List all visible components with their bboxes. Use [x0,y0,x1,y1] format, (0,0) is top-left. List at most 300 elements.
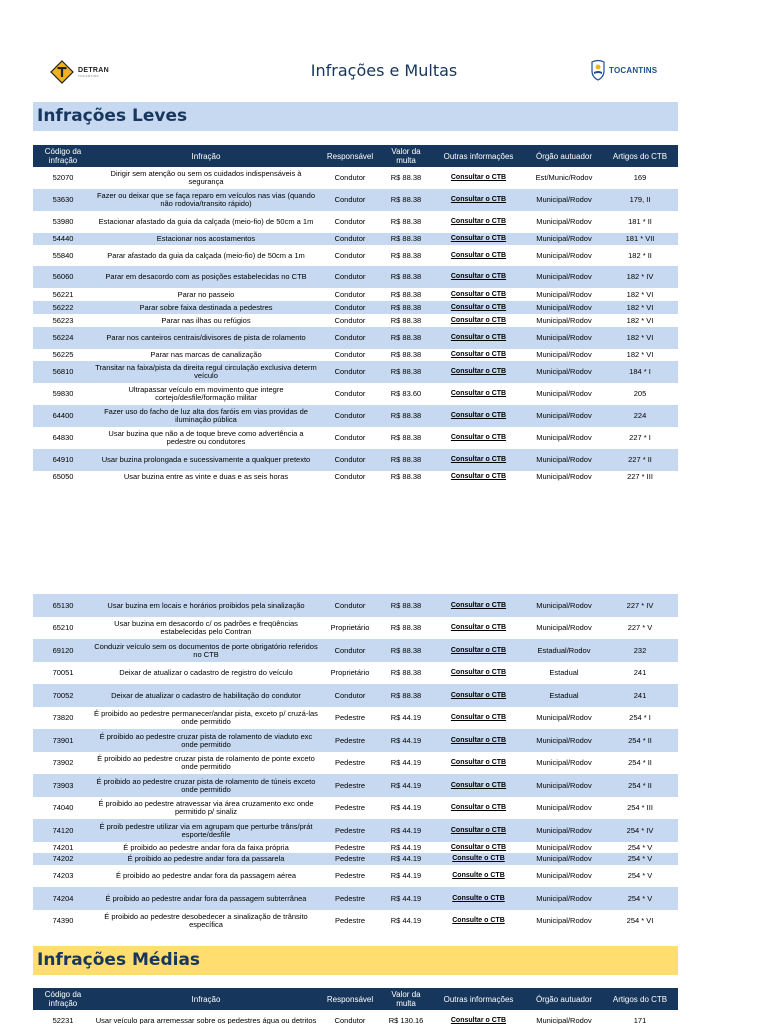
cell-artigos: 254 * V [627,871,653,880]
cell-artigos: 182 * IV [602,266,678,288]
cell-codigo: 52231 [52,1016,74,1024]
cell-orgao: Municipal/Rodov [536,871,592,880]
cell-outras-info-link[interactable]: Consultar o CTB [450,759,507,766]
cell-responsavel: Condutor [319,594,381,617]
section-title-leves: Infrações Leves [33,102,678,131]
cell-orgao: Municipal/Rodov [526,327,602,349]
cell-valor: R$ 88.38 [381,594,431,617]
cell-valor: R$ 88.38 [381,327,431,349]
cell-outras-info-link[interactable]: Consultar o CTB [450,624,507,631]
cell-infracao: É proibido ao pedestre cruzar pista de rolamento de túneis exceto onde permitido [93,774,319,797]
table-row [33,349,678,361]
cell-infracao: É proibido ao pedestre andar fora da passagem subterrânea [93,887,319,910]
cell-valor: R$ 88.38 [381,684,431,707]
cell-outras-info-link[interactable]: Consultar o CTB [450,290,507,298]
cell-valor: R$ 88.38 [381,405,431,427]
detran-logo-subtext: TOCANTINS [78,73,99,78]
table-row [33,865,678,887]
cell-outras-info-link[interactable]: Consultar o CTB [450,714,507,721]
cell-outras-info-link[interactable]: Consultar o CTB [450,351,507,358]
cell-responsavel: Condutor [334,350,366,359]
cell-valor: R$ 88.38 [390,668,422,677]
cell-artigos: 184 * I [602,361,678,383]
cell-outras-info-link[interactable]: Consultar o CTB [450,251,507,259]
cell-infracao: Usar buzina em locais e horários proibidos pela sinalização [93,594,319,617]
table-row [33,797,678,819]
col-header-artigos: Artigos do CTB [602,145,678,167]
cell-responsavel: Condutor [334,389,366,398]
cell-codigo: 73901 [33,729,93,752]
cell-artigos: 254 * I [629,713,651,722]
cell-artigos: 182 * II [628,250,652,260]
cell-outras-info-link[interactable]: Consultar o CTB [431,327,526,349]
cell-orgao: Municipal/Rodov [536,250,592,260]
cell-artigos: 227 * I [629,433,651,442]
cell-responsavel: Condutor [319,639,381,662]
table-row [33,707,678,729]
cell-orgao: Municipal/Rodov [536,289,592,299]
col-header-valor: Valor da multa [381,145,431,167]
table-row [33,471,678,483]
infracoes-medias-table [33,988,678,1024]
cell-infracao: É proibido ao pedestre andar fora da faixa própria [123,842,289,852]
table-row [33,752,678,774]
cell-outras-info-link[interactable]: Consultar o CTB [431,639,526,662]
cell-artigos: 182 * VI [626,315,654,325]
cell-orgao: Municipal/Rodov [526,853,602,865]
cell-outras-info-link[interactable]: Consultar o CTB [431,774,526,797]
cell-responsavel: Condutor [319,301,381,314]
cell-artigos: 254 * V [602,853,678,865]
cell-codigo: 56224 [33,327,93,349]
table-row [33,288,678,301]
table-row [33,405,678,427]
tocantins-logo-text: TOCANTINS [609,65,658,75]
table-row [33,266,678,288]
cell-artigos: 181 * VII [602,233,678,245]
cell-artigos: 224 [602,405,678,427]
cell-responsavel: Condutor [319,266,381,288]
table-row [33,327,678,349]
cell-codigo: 70051 [52,668,74,677]
cell-orgao: Est/Munic/Rodov [535,173,593,182]
infracoes-leves-table [33,145,678,483]
cell-infracao: É proibido ao pedestre permanecer/andar pista, exceto p/ cruzá-las onde permitido [94,709,318,726]
col-header-infracao: Infração [93,145,319,167]
cell-orgao: Municipal/Rodov [536,916,592,925]
cell-artigos: 182 * VI [626,289,654,299]
cell-outras-info-link[interactable]: Consultar o CTB [431,405,526,427]
table-row [33,427,678,449]
cell-outras-info-link[interactable]: Consulte o CTB [452,917,505,924]
cell-outras-info-link[interactable]: Consultar o CTB [450,390,507,397]
cell-infracao: Estacionar nos acostamentos [93,233,319,245]
cell-codigo: 56225 [52,350,74,359]
cell-outras-info-link[interactable]: Consultar o CTB [431,729,526,752]
cell-codigo: 73820 [52,713,74,722]
cell-orgao: Municipal/Rodov [526,405,602,427]
cell-codigo: 56223 [52,315,74,325]
cell-codigo: 54440 [33,233,93,245]
table-row [33,684,678,707]
cell-codigo: 56060 [33,266,93,288]
cell-codigo: 65210 [52,623,74,632]
cell-infracao: Parar no passeio [177,289,235,299]
cell-artigos: 232 [602,639,678,662]
cell-outras-info-link[interactable]: Consultar o CTB [450,174,507,181]
cell-orgao: Municipal/Rodov [526,774,602,797]
col-header-outras: Outras informações [431,988,526,1010]
cell-valor: R$ 88.38 [390,433,422,442]
cell-artigos: 254 * V [627,842,653,852]
cell-codigo: 59830 [52,389,74,398]
cell-artigos: 182 * VI [626,350,654,359]
table-row [33,617,678,639]
cell-artigos: 182 * VI [602,327,678,349]
cell-valor: R$ 44.19 [390,871,422,880]
cell-codigo: 56222 [33,301,93,314]
cell-valor: R$ 88.38 [390,217,422,226]
cell-responsavel: Condutor [334,217,366,226]
cell-infracao: Estacionar afastado da guia da calçada (meio-fio) de 50cm a 1m [98,217,314,226]
cell-responsavel: Condutor [334,433,366,442]
cell-codigo: 74203 [52,871,74,880]
cell-codigo: 64400 [33,405,93,427]
table-row [33,774,678,797]
table-row [33,301,678,314]
table-row [33,233,678,245]
table-row [33,361,678,383]
cell-valor: R$ 88.38 [390,472,422,481]
cell-responsavel: Proprietário [330,668,370,677]
cell-responsavel: Pedestre [334,842,366,852]
cell-valor: R$ 88.38 [390,315,422,325]
cell-responsavel: Condutor [334,472,366,481]
table-row [33,853,678,865]
cell-orgao: Municipal/Rodov [536,842,592,852]
cell-infracao: É proibido ao pedestre atravessar via área cruzamento exc onde permitido p/ sinaliz [98,799,314,816]
col-header-infracao: Infração [93,988,319,1010]
cell-orgao: Municipal/Rodov [526,729,602,752]
cell-orgao: Municipal/Rodov [536,217,592,226]
cell-infracao: Transitar na faixa/pista da direita regul circulação exclusiva determ veículo [93,361,319,383]
cell-artigos: 171 [633,1016,647,1024]
cell-codigo: 69120 [33,639,93,662]
cell-valor: R$ 88.38 [390,289,422,299]
page-title: Infrações e Multas [310,61,458,80]
table-header-row [33,988,678,1010]
cell-responsavel: Proprietário [330,623,370,632]
cell-infracao: Parar nas marcas de canalização [150,350,262,359]
cell-artigos: 182 * VI [602,301,678,314]
cell-responsavel: Condutor [334,289,366,299]
cell-orgao: Municipal/Rodov [536,433,592,442]
cell-infracao: É proibido ao pedestre desobedecer a sinalização de trânsito específica [104,912,308,929]
cell-outras-info-link[interactable]: Consultar o CTB [431,819,526,842]
table-row [33,639,678,662]
cell-codigo: 55840 [52,250,74,260]
cell-valor: R$ 88.38 [381,361,431,383]
cell-outras-info-link[interactable]: Consulte o CTB [431,853,526,865]
cell-responsavel: Condutor [319,233,381,245]
cell-responsavel: Condutor [334,315,366,325]
cell-artigos: 227 * V [627,623,653,632]
infracoes-leves-table-continued [33,594,678,932]
cell-infracao: Deixar de atualizar o cadastro de habilitação do condutor [93,684,319,707]
cell-valor: R$ 88.38 [381,449,431,471]
cell-responsavel: Condutor [334,173,366,182]
table-row [33,729,678,752]
cell-codigo: 74040 [52,803,74,812]
cell-infracao: Conduzir veículo sem os documentos de porte obrigatório referidos no CTB [93,639,319,662]
cell-orgao: Estadual/Rodov [526,639,602,662]
cell-responsavel: Pedestre [334,871,366,880]
cell-valor: R$ 130.16 [388,1016,424,1024]
table-row [33,842,678,853]
cell-orgao: Municipal/Rodov [526,887,602,910]
cell-outras-info-link[interactable]: Consultar o CTB [431,189,526,211]
cell-orgao: Municipal/Rodov [526,233,602,245]
cell-valor: R$ 88.38 [381,639,431,662]
col-header-outras: Outras informações [431,145,526,167]
col-header-orgao: Órgão autuador [526,988,602,1010]
cell-outras-info-link[interactable]: Consultar o CTB [431,266,526,288]
cell-artigos: 254 * II [602,729,678,752]
cell-responsavel: Pedestre [319,887,381,910]
cell-valor: R$ 88.38 [381,266,431,288]
cell-outras-info-link[interactable]: Consultar o CTB [450,804,507,811]
table-row [33,314,678,327]
cell-responsavel: Pedestre [319,853,381,865]
cell-infracao: Dirigir sem atenção ou sem os cuidados indispensáveis à segurança [110,169,302,186]
table-row [33,594,678,617]
cell-codigo: 74204 [33,887,93,910]
cell-infracao: Usar buzina prolongada e sucessivamente a qualquer pretexto [93,449,319,471]
cell-responsavel: Pedestre [319,819,381,842]
table-header-row [33,145,678,167]
cell-valor: R$ 83.60 [390,389,422,398]
cell-valor: R$ 88.38 [390,250,422,260]
section-title-medias: Infrações Médias [33,946,678,975]
cell-artigos: 179, II [602,189,678,211]
cell-infracao: Deixar de atualizar o cadastro de registro do veículo [119,668,293,677]
cell-infracao: Parar em desacordo com as posições estabelecidas no CTB [93,266,319,288]
cell-orgao: Municipal/Rodov [536,315,592,325]
cell-orgao: Municipal/Rodov [526,266,602,288]
cell-valor: R$ 44.19 [381,774,431,797]
cell-codigo: 74201 [52,842,74,852]
cell-infracao: Fazer ou deixar que se faça reparo em veículos nas vias (quando não rodovia/transito rápido) [93,189,319,211]
cell-outras-info-link[interactable]: Consultar o CTB [431,233,526,245]
cell-artigos: 181 * II [628,217,652,226]
cell-codigo: 74390 [52,916,74,925]
cell-artigos: 254 * II [628,758,652,767]
cell-codigo: 56810 [33,361,93,383]
cell-infracao: É proibido ao pedestre andar fora da passarela [93,853,319,865]
col-header-responsavel: Responsável [319,988,381,1010]
cell-outras-info-link[interactable]: Consulte o CTB [431,887,526,910]
cell-orgao: Estadual [526,684,602,707]
table-row [33,910,678,932]
cell-orgao: Municipal/Rodov [526,301,602,314]
table-row [33,1010,678,1024]
cell-valor: R$ 44.19 [390,713,422,722]
cell-valor: R$ 88.38 [381,233,431,245]
cell-artigos: 227 * II [602,449,678,471]
cell-codigo: 56221 [52,289,74,299]
cell-infracao: Usar veículo para arremessar sobre os pedestres água ou detritos [95,1016,317,1024]
cell-artigos: 241 [633,668,647,677]
cell-orgao: Municipal/Rodov [526,449,602,471]
cell-orgao: Municipal/Rodov [536,803,592,812]
cell-codigo: 73902 [52,758,74,767]
table-row [33,449,678,471]
cell-artigos: 241 [602,684,678,707]
cell-responsavel: Pedestre [319,774,381,797]
cell-responsavel: Condutor [319,684,381,707]
cell-outras-info-link[interactable]: Consultar o CTB [431,594,526,617]
cell-responsavel: Condutor [319,327,381,349]
cell-codigo: 74202 [33,853,93,865]
cell-orgao: Municipal/Rodov [536,758,592,767]
cell-orgao: Municipal/Rodov [526,189,602,211]
cell-outras-info-link[interactable]: Consultar o CTB [450,316,507,324]
cell-outras-info-link[interactable]: Consulte o CTB [452,872,505,879]
cell-orgao: Municipal/Rodov [536,389,592,398]
table-row [33,211,678,233]
cell-outras-info-link[interactable]: Consultar o CTB [431,449,526,471]
cell-codigo: 65050 [52,472,74,481]
cell-valor: R$ 88.38 [390,623,422,632]
cell-codigo: 70052 [33,684,93,707]
cell-codigo: 53630 [33,189,93,211]
cell-infracao: Ultrapassar veículo em movimento que integre cortejo/desfile/formação militar [128,385,284,402]
cell-valor: R$ 44.19 [390,916,422,925]
cell-infracao: Usar buzina em desacordo c/ os padrões e freqüências estabelecidas pelo Contran [114,619,298,636]
cell-responsavel: Condutor [319,449,381,471]
cell-artigos: 254 * V [602,887,678,910]
table-row [33,819,678,842]
page-header [0,0,768,100]
cell-valor: R$ 44.19 [390,842,422,852]
cell-infracao: Parar nas ilhas ou refúgios [161,315,251,325]
cell-outras-info-link[interactable]: Consultar o CTB [450,434,507,441]
cell-outras-info-link[interactable]: Consultar o CTB [450,1017,507,1024]
table-row [33,383,678,405]
cell-responsavel: Pedestre [334,916,366,925]
cell-valor: R$ 88.38 [381,189,431,211]
cell-infracao: É proibido ao pedestre cruzar pista de rolamento de viaduto exc onde permitido [93,729,319,752]
col-header-orgao: Órgão autuador [526,145,602,167]
cell-responsavel: Condutor [319,405,381,427]
cell-codigo: 64910 [33,449,93,471]
cell-artigos: 254 * III [627,803,653,812]
cell-infracao: É proibido ao pedestre cruzar pista de rolamento de ponte exceto onde permitido [97,754,315,771]
cell-orgao: Municipal/Rodov [526,594,602,617]
cell-infracao: Parar nos canteiros centrais/divisores de pista de rolamento [93,327,319,349]
cell-responsavel: Condutor [334,1016,366,1024]
cell-orgao: Municipal/Rodov [536,472,592,481]
cell-outras-info-link[interactable]: Consultar o CTB [431,361,526,383]
col-header-responsavel: Responsável [319,145,381,167]
tocantins-logo [590,56,657,84]
cell-valor: R$ 44.19 [381,887,431,910]
cell-outras-info-link[interactable]: Consultar o CTB [450,218,507,225]
cell-responsavel: Condutor [319,189,381,211]
cell-outras-info-link[interactable]: Consultar o CTB [450,843,507,851]
cell-artigos: 254 * IV [602,819,678,842]
col-header-codigo: Código da infração [33,988,93,1010]
cell-infracao: Usar buzina entre as vinte e duas e as seis horas [123,472,289,481]
cell-outras-info-link[interactable]: Consultar o CTB [450,669,507,676]
cell-infracao: Parar sobre faixa destinada a pedestres [93,301,319,314]
cell-orgao: Estadual [549,668,579,677]
cell-valor: R$ 44.19 [381,819,431,842]
cell-valor: R$ 88.38 [381,301,431,314]
cell-valor: R$ 44.19 [390,758,422,767]
cell-orgao: Municipal/Rodov [526,819,602,842]
cell-valor: R$ 44.19 [390,803,422,812]
cell-valor: R$ 44.19 [381,853,431,865]
table-row [33,245,678,266]
cell-responsavel: Pedestre [334,803,366,812]
cell-outras-info-link[interactable]: Consultar o CTB [431,301,526,314]
cell-valor: R$ 44.19 [381,729,431,752]
cell-orgao: Municipal/Rodov [536,1016,592,1024]
detran-logo-text: DETRAN [78,66,109,74]
cell-codigo: 52070 [52,173,74,182]
cell-codigo: 64830 [52,433,74,442]
cell-responsavel: Pedestre [334,758,366,767]
cell-responsavel: Pedestre [319,729,381,752]
cell-artigos: 169 [633,173,647,182]
col-header-valor: Valor da multa [381,988,431,1010]
cell-orgao: Municipal/Rodov [536,623,592,632]
cell-infracao: É proibido ao pedestre andar fora da passagem aérea [115,871,297,880]
cell-orgao: Municipal/Rodov [526,361,602,383]
cell-orgao: Municipal/Rodov [536,350,592,359]
cell-responsavel: Condutor [319,361,381,383]
cell-codigo: 53980 [52,217,74,226]
cell-valor: R$ 88.38 [390,350,422,359]
table-row [33,167,678,189]
cell-artigos: 227 * IV [602,594,678,617]
cell-infracao: Parar afastado da guia da calçada (meio-fio) de 50cm a 1m [107,250,305,260]
cell-orgao: Municipal/Rodov [536,713,592,722]
cell-artigos: 205 [633,389,647,398]
cell-codigo: 65130 [33,594,93,617]
cell-artigos: 254 * VI [626,916,654,925]
cell-valor: R$ 88.38 [390,173,422,182]
cell-artigos: 254 * II [602,774,678,797]
col-header-artigos: Artigos do CTB [602,988,678,1010]
table-row [33,189,678,211]
cell-outras-info-link[interactable]: Consultar o CTB [450,473,507,480]
cell-infracao: Usar buzina que não a de toque breve como advertência a pedestre ou condutores [108,429,304,446]
col-header-codigo: Código da infração [33,145,93,167]
cell-artigos: 227 * III [627,472,653,481]
tocantins-crest-icon [590,59,606,81]
table-row [33,887,678,910]
cell-infracao: Fazer uso do facho de luz alta dos faróis em vias providas de iluminação pública [93,405,319,427]
cell-infracao: É proib pedestre utilizar via em agrupam que perturbe trâns/prát esporte/desfile [93,819,319,842]
cell-responsavel: Condutor [334,250,366,260]
cell-outras-info-link[interactable]: Consultar o CTB [431,684,526,707]
cell-codigo: 73903 [33,774,93,797]
cell-responsavel: Pedestre [334,713,366,722]
table-row [33,662,678,684]
cell-codigo: 74120 [33,819,93,842]
